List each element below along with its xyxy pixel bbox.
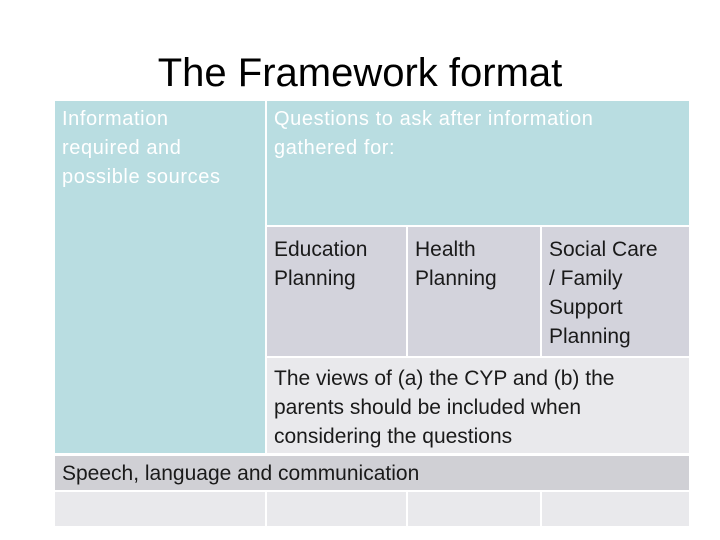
blank-cell-social-care (542, 492, 689, 526)
subheader-social-care-planning: Social Care / Family Support Planning (542, 227, 689, 356)
subheader-health-planning: Health Planning (408, 227, 540, 356)
header-questions: Questions to ask after information gathered for: (267, 101, 689, 225)
subheader-education-planning: Education Planning (267, 227, 406, 356)
blank-cell-health (408, 492, 540, 526)
header-information-sources: Information required and possible sources (55, 101, 265, 453)
row-speech-language-communication: Speech, language and communication (55, 456, 689, 490)
blank-cell-education (267, 492, 406, 526)
views-note: The views of (a) the CYP and (b) the parents should be included when considering the questions (267, 358, 689, 453)
slide-title: The Framework format (157, 51, 563, 95)
blank-cell-sources (55, 492, 265, 526)
